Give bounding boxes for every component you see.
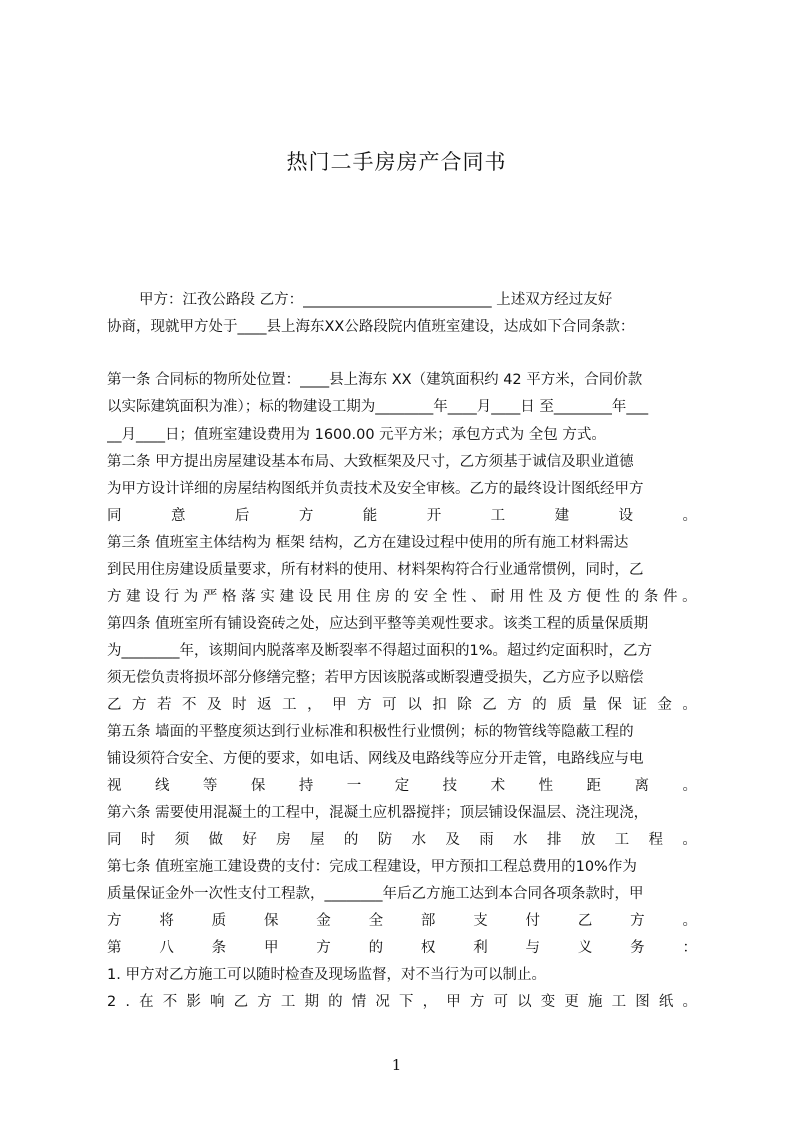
contract-line: 乙 方 若 不 及 时 返 工 ， 甲 方 可 以 扣 除 乙 方 的 质 量 保 证 金 。 [107, 697, 697, 713]
party-line: 甲方：江孜公路段 乙方：__________________________ 上述双方经过友好 [139, 292, 613, 308]
contract-line: 视 线 等 保 持 一 定 技 术 性 距 离 。 [107, 778, 697, 794]
contract-line: 为甲方设计详细的房屋结构图纸并负责技术及安全审核。乙方的最终设计图纸经甲方 [107, 481, 644, 497]
page-number: 1 [391, 1056, 402, 1074]
intro-line: 协商，现就甲方处于____县上海东XX公路段院内值班室建设，达成如下合同条款： [107, 319, 635, 335]
contract-line: 为________年，该期间内脱落率及断裂率不得超过面积的1%。超过约定面积时，乙方 [107, 643, 653, 659]
contract-line: 第六条 需要使用混凝土的工程中，混凝土应机器搅拌；顶层铺设保温层、浇注现浇， [107, 805, 649, 821]
contract-line: 第四条 值班室所有铺设瓷砖之处，应达到平整等美观性要求。该类工程的质量保质期 [107, 616, 649, 632]
document-title: 热门二手房房产合同书 [286, 150, 507, 174]
contract-line: 同 意 后 方 能 开 工 建 设 。 [107, 508, 697, 524]
contract-line: 第三条 值班室主体结构为 框架 结构，乙方在建设过程中使用的所有施工材料需达 [107, 535, 629, 551]
contract-line: 以实际建筑面积为准）；标的物建设工期为________年____月____日 至________年___ [107, 399, 649, 415]
contract-line: 方 将 质 保 金 全 部 支 付 乙 方 。 [107, 913, 697, 929]
contract-line: 同 时 须 做 好 房 屋 的 防 水 及 雨 水 排 放 工 程 。 [107, 832, 697, 848]
contract-line: 第五条 墙面的平整度须达到行业标准和积极性行业惯例；标的物管线等隐蔽工程的 [107, 724, 634, 740]
contract-line: 到民用住房建设质量要求，所有材料的使用、材料架构符合行业通常惯例，同时，乙 [107, 562, 644, 578]
contract-line: 第七条 值班室施工建设费的支付：完成工程建设，甲方预扣工程总费用的10%作为 [107, 859, 637, 875]
contract-line: 第二条 甲方提出房屋建设基本布局、大致框架及尺寸，乙方须基于诚信及职业道德 [107, 454, 634, 470]
contract-line: 须无偿负责将损坏部分修缮完整；若甲方因该脱落或断裂遭受损失，乙方应予以赔偿 [107, 670, 644, 686]
contract-line: 2 . 在 不 影 响 乙 方 工 期 的 情 况 下 ， 甲 方 可 以 变 更 施 工 图 纸 。 [107, 994, 697, 1010]
contract-line: 第 八 条 甲 方 的 权 利 与 义 务 ： [107, 940, 697, 956]
contract-line: 质量保证金外一次性支付工程款，________年后乙方施工达到本合同各项条款时，甲 [107, 886, 644, 902]
contract-line: 铺设须符合安全、方便的要求，如电话、网线及电路线等应分开走管，电路线应与电 [107, 751, 644, 767]
contract-line: __月____日；值班室建设费用为 1600.00 元平方米；承包方式为 全包 方式。 [107, 427, 606, 443]
contract-line: 1. 甲方对乙方施工可以随时检查及现场监督，对不当行为可以制止。 [107, 967, 546, 983]
contract-line: 方 建 设 行 为 严 格 落 实 建 设 民 用 住 房 的 安 全 性 、 耐 用 性 及 方 便 性 的 条 件 。 [107, 589, 697, 605]
contract-line: 第一条 合同标的物所处位置：____县上海东 XX（建筑面积约 42 平方米，合同价款 [107, 372, 643, 388]
